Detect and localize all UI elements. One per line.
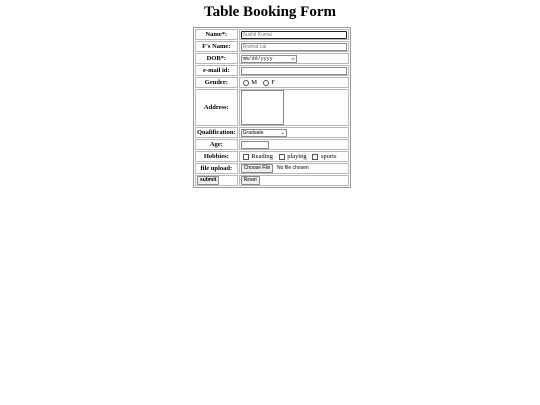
dob-row xyxy=(195,53,349,64)
hobby-playing-label: playing xyxy=(287,153,307,160)
page-title: Table Booking Form xyxy=(204,4,336,20)
fname-input[interactable]: Roshal Lal xyxy=(241,43,347,51)
name-cell xyxy=(239,29,349,40)
file-status: No file chosen xyxy=(276,165,309,171)
hobby-sports-label: sports xyxy=(320,153,337,160)
qualification-row xyxy=(195,127,349,138)
submit-cell xyxy=(195,175,238,186)
email-cell xyxy=(239,65,349,76)
name-row xyxy=(195,29,349,40)
gender-label: Gender: xyxy=(195,77,238,88)
dob-label: DOB*: xyxy=(195,53,238,64)
fname-row xyxy=(195,41,349,52)
gender-radio-f[interactable] xyxy=(263,80,269,86)
qualification-select[interactable] xyxy=(241,129,287,137)
address-row xyxy=(195,89,349,126)
dob-date-input[interactable] xyxy=(241,55,297,63)
dob-cell xyxy=(239,53,349,64)
email-row xyxy=(195,65,349,76)
name-input[interactable]: Sushil Kumar xyxy=(241,31,347,39)
hobby-checkbox-playing[interactable] xyxy=(279,154,285,160)
hobby-reading-label: Reading xyxy=(251,153,273,160)
address-label: Address: xyxy=(195,89,238,126)
gender-option-m-label: M xyxy=(251,79,258,86)
gender-cell xyxy=(239,77,349,88)
hobbies-row xyxy=(195,151,349,162)
hobbies-label: Hobbies: xyxy=(195,151,238,162)
reset-cell xyxy=(239,175,349,186)
dob-placeholder: mm/dd/yyyy xyxy=(242,55,273,62)
action-row xyxy=(195,175,349,186)
choose-file-button[interactable]: Choose File xyxy=(241,164,274,173)
qualification-cell xyxy=(239,127,349,138)
email-input[interactable] xyxy=(241,67,347,75)
name-label: Name*: xyxy=(195,29,238,40)
hobby-checkbox-sports[interactable] xyxy=(312,154,318,160)
gender-option-f-label: F xyxy=(271,79,275,86)
calendar-icon[interactable]: ▭ xyxy=(291,55,295,62)
file-row xyxy=(195,163,349,174)
address-textarea[interactable] xyxy=(241,90,284,125)
chevron-down-icon: ⌄ xyxy=(280,129,285,136)
age-label: Age: xyxy=(195,139,238,150)
fname-cell xyxy=(239,41,349,52)
age-row xyxy=(195,139,349,150)
booking-form-table xyxy=(193,27,351,188)
submit-button[interactable]: submit xyxy=(197,176,219,185)
email-label: e-mail id: xyxy=(195,65,238,76)
age-cell xyxy=(239,139,349,150)
gender-row xyxy=(195,77,349,88)
fname-label: F's Name: xyxy=(195,41,238,52)
reset-button[interactable]: Reset xyxy=(241,176,260,185)
gender-radio-m[interactable] xyxy=(243,80,249,86)
file-cell xyxy=(239,163,349,174)
hobby-checkbox-reading[interactable] xyxy=(243,154,249,160)
age-input[interactable] xyxy=(241,141,269,149)
qualification-label: Qualification: xyxy=(197,129,236,136)
address-cell xyxy=(239,89,349,126)
qualification-selected-value: Graduate xyxy=(242,129,264,136)
hobbies-cell xyxy=(239,151,349,162)
file-label: file upload: xyxy=(195,163,238,174)
